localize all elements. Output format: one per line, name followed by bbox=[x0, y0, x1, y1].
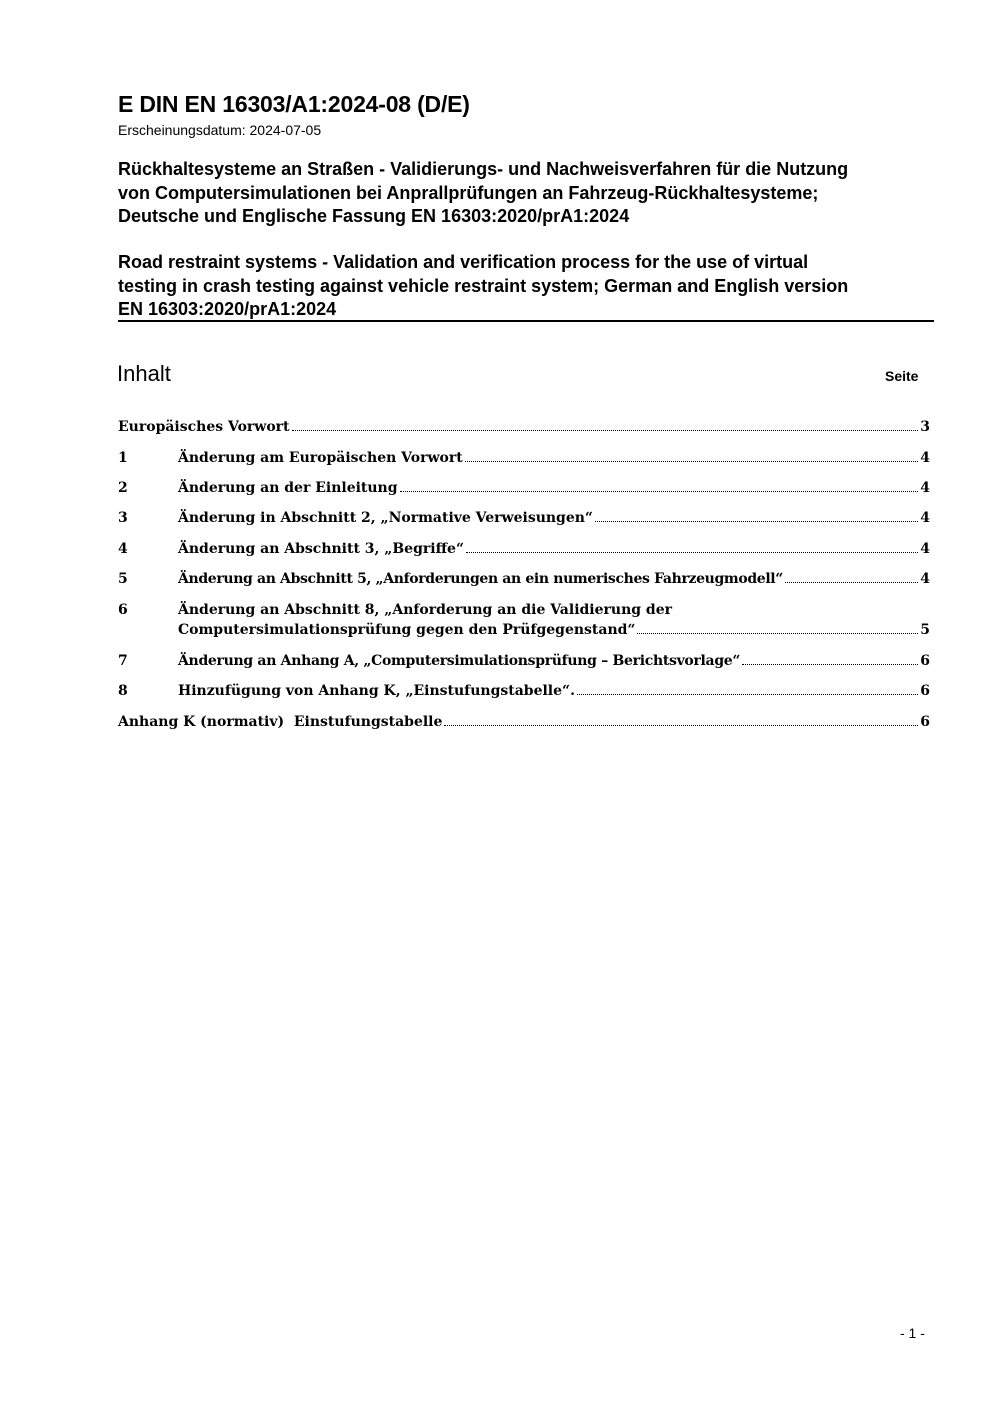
title-english bbox=[118, 251, 948, 322]
toc-entry-page: 6 bbox=[920, 714, 930, 730]
toc-leader-dots bbox=[637, 633, 918, 634]
toc-entry-number: 1 bbox=[118, 450, 128, 466]
toc-leader-dots bbox=[465, 461, 919, 462]
toc-entry-number: 5 bbox=[118, 571, 128, 587]
toc-entry-page: 4 bbox=[920, 571, 930, 587]
toc-leader-dots bbox=[292, 430, 919, 431]
toc-entry-page: 4 bbox=[920, 510, 930, 526]
toc-entry-page: 6 bbox=[920, 653, 930, 669]
toc-entry-text: Änderung in Abschnitt 2, „Normative Verweisungen“ bbox=[178, 510, 593, 526]
toc-leader-dots bbox=[577, 694, 918, 695]
toc-entry-number: 7 bbox=[118, 653, 128, 669]
toc-entry-number: 8 bbox=[118, 683, 128, 699]
toc-entry-text: Änderung an der Einleitung bbox=[178, 480, 398, 496]
toc-entry-number: 4 bbox=[118, 541, 128, 557]
toc-entry-page: 5 bbox=[920, 622, 930, 638]
title-english-line: Road restraint systems - Validation and verification process for the use of virtual bbox=[118, 252, 809, 272]
toc-leader-dots bbox=[466, 552, 918, 553]
toc-entry-text: Europäisches Vorwort bbox=[118, 419, 290, 435]
toc-leader-dots bbox=[444, 725, 918, 726]
title-german-line: von Computersimulationen bei Anprallprüfungen an Fahrzeug-Rückhaltesysteme; bbox=[118, 182, 819, 203]
toc-entry-text: Anhang K (normativ) Einstufungstabelle bbox=[118, 714, 443, 730]
toc-leader-dots bbox=[400, 491, 919, 492]
toc-entry-text: Änderung am Europäischen Vorwort bbox=[178, 450, 463, 466]
toc-entry-page: 4 bbox=[920, 450, 930, 466]
title-german-line: Deutsche und Englische Fassung EN 16303:2020/prA1:2024 bbox=[118, 206, 630, 226]
toc-entry-page: 4 bbox=[920, 480, 930, 496]
toc-entry-text: Änderung an Abschnitt 5, „Anforderungen an ein numerisches Fahrzeugmodell“ bbox=[178, 571, 783, 587]
toc-leader-dots bbox=[785, 582, 918, 583]
toc-entry-text: Computersimulationsprüfung gegen den Prüfgegenstand“ bbox=[178, 622, 636, 638]
toc-entry-text: Hinzufügung von Anhang K, „Einstufungstabelle“. bbox=[178, 683, 575, 699]
document-id: E DIN EN 16303/A1:2024-08 (D/E) bbox=[118, 91, 470, 117]
toc-entry[interactable] bbox=[118, 600, 930, 642]
toc-entry-number: 6 bbox=[118, 602, 128, 618]
title-divider bbox=[118, 320, 934, 322]
toc-entry-text-line1: Änderung an Abschnitt 8, „Anforderung an die Validierung der bbox=[178, 602, 672, 618]
toc-entry-page: 4 bbox=[920, 541, 930, 557]
publication-date: Erscheinungsdatum: 2024-07-05 bbox=[118, 122, 322, 138]
title-german bbox=[118, 158, 948, 229]
title-english-line: testing in crash testing against vehicle restraint system; German and English version bbox=[118, 275, 849, 296]
toc-entry-number: 3 bbox=[118, 510, 128, 526]
toc-heading: Inhalt bbox=[117, 361, 171, 386]
toc-leader-dots bbox=[595, 521, 918, 522]
toc-entry-number: 2 bbox=[118, 480, 128, 496]
toc-entry-page: 6 bbox=[920, 683, 930, 699]
toc-entry-text: Änderung an Anhang A, „Computersimulationsprüfung – Berichtsvorlage“ bbox=[178, 653, 741, 669]
toc-leader-dots bbox=[742, 664, 918, 665]
toc-page-column-heading: Seite bbox=[885, 368, 919, 384]
toc-entry-page: 3 bbox=[920, 419, 930, 435]
page-number: - 1 - bbox=[900, 1325, 925, 1341]
title-english-line: EN 16303:2020/prA1:2024 bbox=[118, 299, 337, 319]
title-german-line: Rückhaltesysteme an Straßen - Validierungs- und Nachweisverfahren für die Nutzung bbox=[118, 159, 849, 179]
toc-entry-text: Änderung an Abschnitt 3, „Begriffe“ bbox=[178, 541, 465, 557]
